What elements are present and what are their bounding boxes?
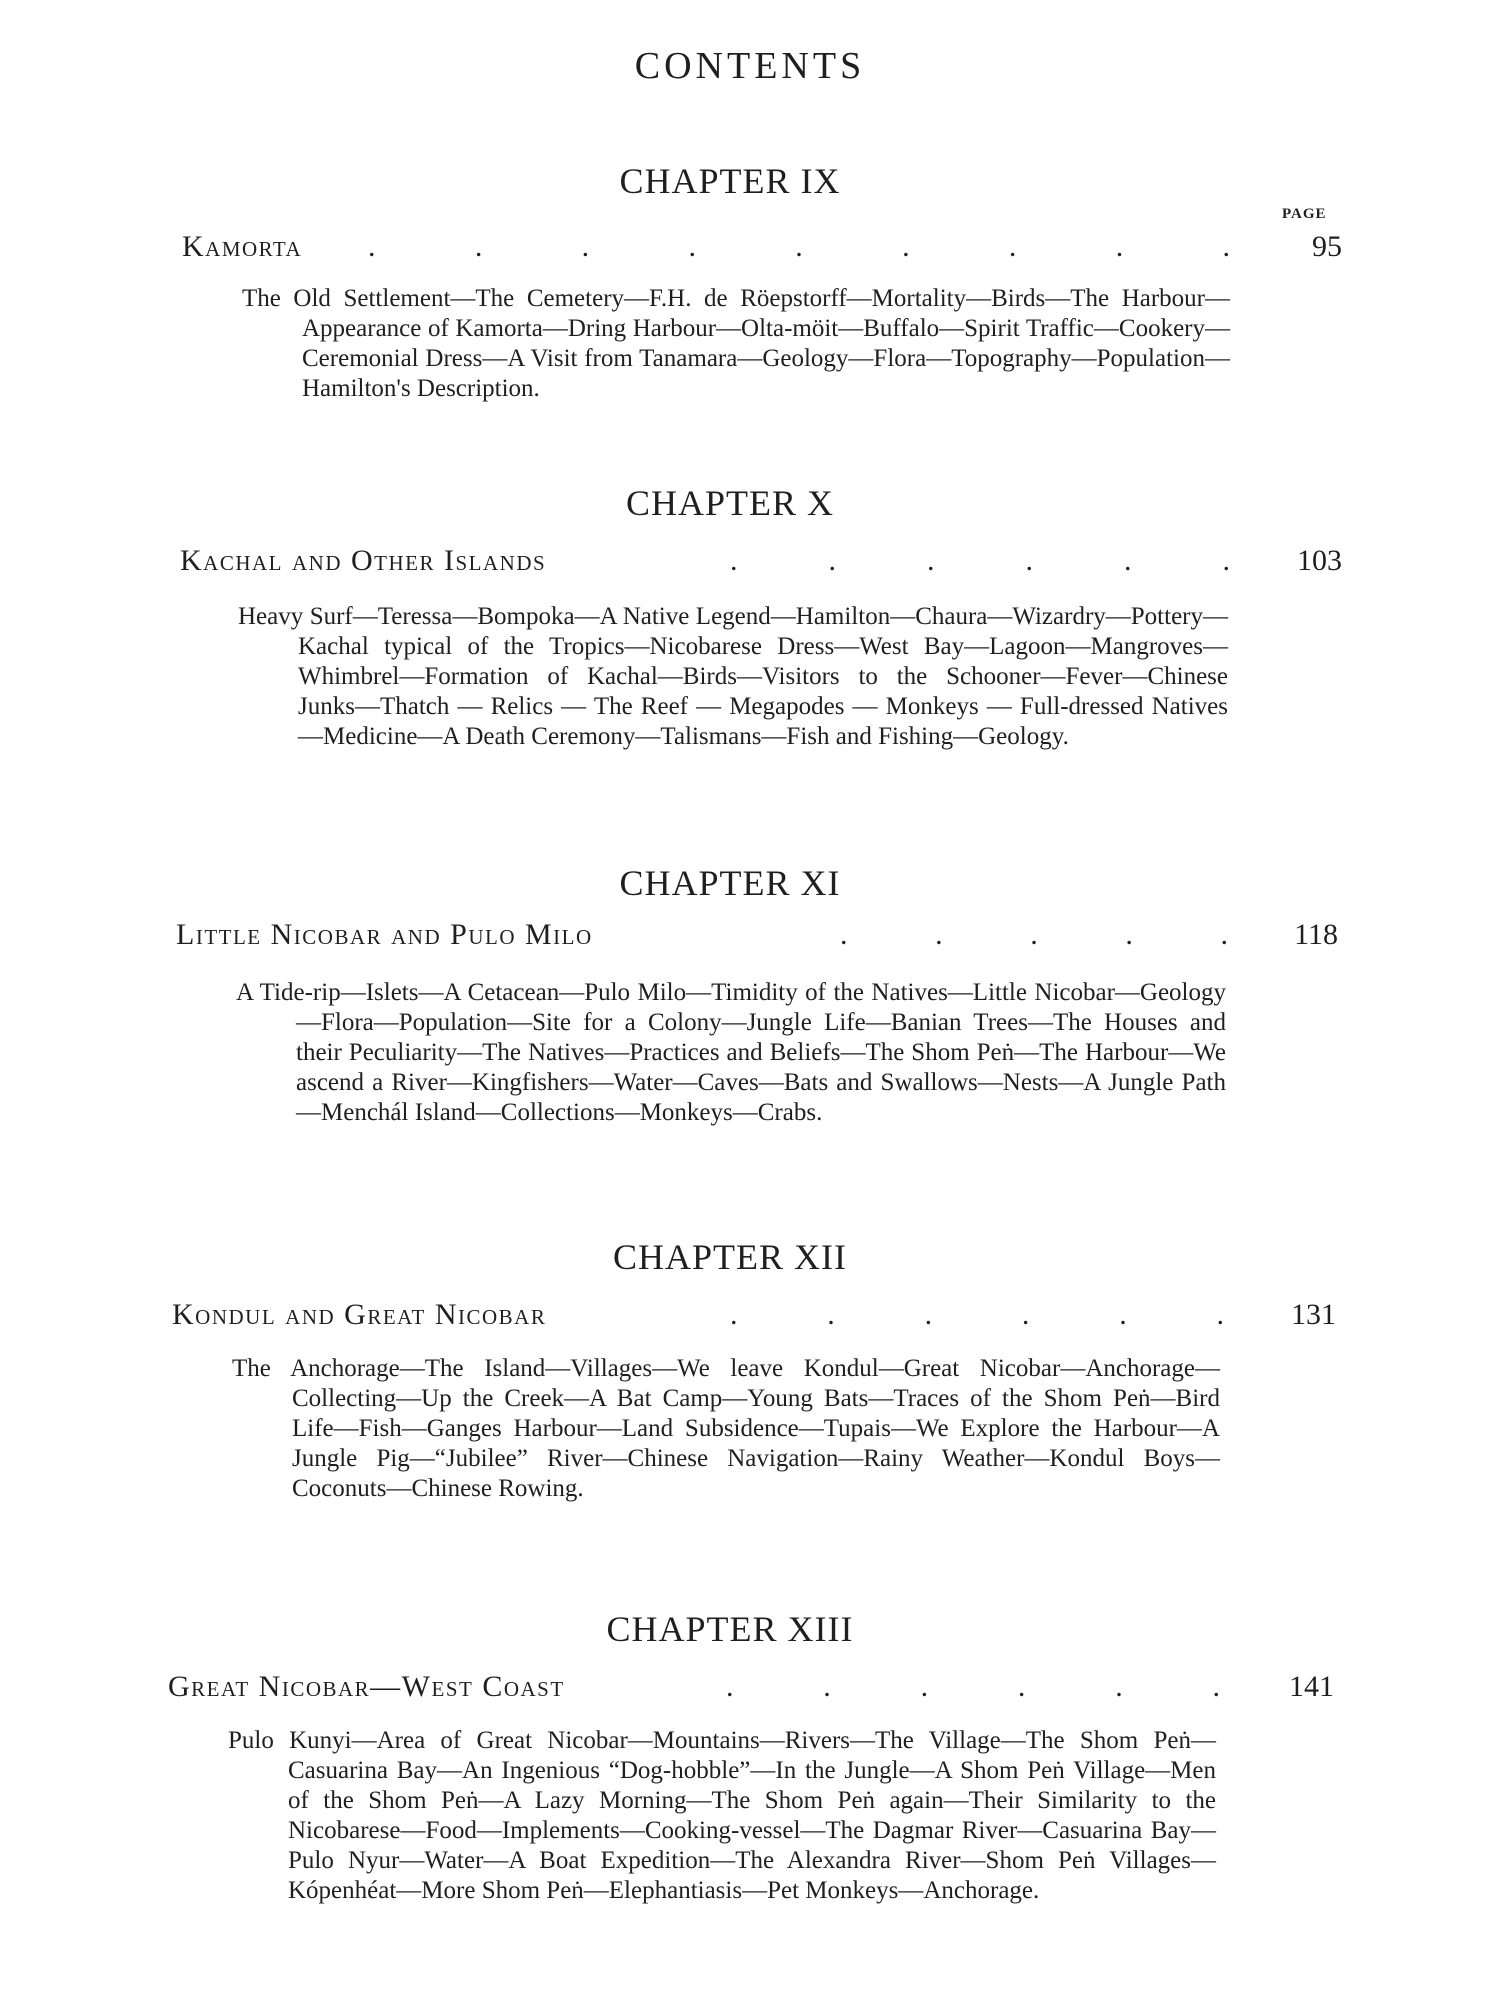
page-number: 103 [1297, 544, 1342, 577]
page-number: 118 [1294, 918, 1338, 951]
chapter-summary: Pulo Kunyi—Area of Great Nicobar—Mountains—Rivers—The Village—The Shom Peṅ—Casuarina Bay—An Ingenious “Dog-hobble”—In the Jungle—A Shom Peṅ Village—Men of the Shom Peṅ—A Lazy Morning—The Shom Peṅ again—Their Similarity to the Nicobarese—Food—Implements—Cooking-vessel—The Dagmar River—Casuarina Bay—Pulo Nyur—Water—A Boat Expedition—The Alexandra River—Shom Peṅ Villages—Kópenhéat—More Shom Peṅ—Elephantiasis—Pet Monkeys—Anchorage. [228, 1727, 1216, 1904]
dot-leaders: . . . . . . [730, 544, 1230, 577]
chapter-title-row [0, 230, 1500, 270]
page-column-label: PAGE [1282, 206, 1327, 222]
chapter-title-row [0, 1670, 1500, 1710]
chapter-title-row [0, 544, 1500, 584]
page-number: 95 [1312, 230, 1342, 263]
chapter-title-row [0, 1298, 1500, 1338]
dot-leaders: . . . . . . . . . [368, 230, 1230, 263]
page-number: 131 [1291, 1298, 1336, 1331]
chapter-title: Little Nicobar and Pulo Milo [176, 918, 593, 951]
chapter-number: CHAPTER X [625, 483, 835, 523]
chapter-summary: Heavy Surf—Teressa—Bompoka—A Native Legend—Hamilton—Chaura—Wizardry—Pottery—Kachal typical of the Tropics—Nicobarese Dress—West Bay—Lagoon—Mangroves—Whimbrel—Formation of Kachal—Birds—Visitors to the Schooner—Fever—Chinese Junks—Thatch — Relics — The Reef — Megapodes — Monkeys — Full-dressed Natives—Medicine—A Death Ceremony—Talismans—Fish and Fishing—Geology. [238, 603, 1228, 750]
chapter-title-row [0, 918, 1500, 958]
chapter-summary: The Old Settlement—The Cemetery—F.H. de Röepstorff—Mortality—Birds—The Harbour—Appearance of Kamorta—Dring Harbour—Olta-möit—Buffalo—Spirit Traffic—Cookery—Ceremonial Dress—A Visit from Tanamara—Geology—Flora—Topography—Population—Hamilton's Description. [242, 285, 1230, 402]
chapter-number: CHAPTER XI [619, 863, 841, 903]
chapter-title: Kachal and Other Islands [180, 544, 547, 577]
chapter-title: Great Nicobar—West Coast [168, 1670, 565, 1703]
chapter-number: CHAPTER XIII [606, 1609, 854, 1649]
contents-heading: CONTENTS [634, 45, 866, 87]
page-number: 141 [1289, 1670, 1334, 1703]
chapter-number: CHAPTER IX [619, 161, 841, 201]
chapter-title: Kondul and Great Nicobar [172, 1298, 547, 1331]
chapter-summary: The Anchorage—The Island—Villages—We leave Kondul—Great Nicobar—Anchorage—Collecting—Up the Creek—A Bat Camp—Young Bats—Traces of the Shom Peṅ—Bird Life—Fish—Ganges Harbour—Land Subsidence—Tupais—We Explore the Harbour—A Jungle Pig—“Jubilee” River—Chinese Navigation—Rainy Weather—Kondul Boys—Coconuts—Chinese Rowing. [232, 1355, 1220, 1502]
chapter-summary: A Tide-rip—Islets—A Cetacean—Pulo Milo—Timidity of the Natives—Little Nicobar—Geology—Flora—Population—Site for a Colony—Jungle Life—Banian Trees—The Houses and their Peculiarity—The Natives—Practices and Beliefs—The Shom Peṅ—The Harbour—We ascend a River—Kingfishers—Water—Caves—Bats and Swallows—Nests—A Jungle Path—Menchál Island—Collections—Monkeys—Crabs. [236, 979, 1226, 1126]
dot-leaders: . . . . . . [730, 1298, 1224, 1331]
chapter-title: Kamorta [182, 230, 303, 263]
dot-leaders: . . . . . . [726, 1670, 1220, 1703]
dot-leaders: . . . . . [840, 918, 1228, 951]
chapter-number: CHAPTER XII [613, 1237, 847, 1277]
